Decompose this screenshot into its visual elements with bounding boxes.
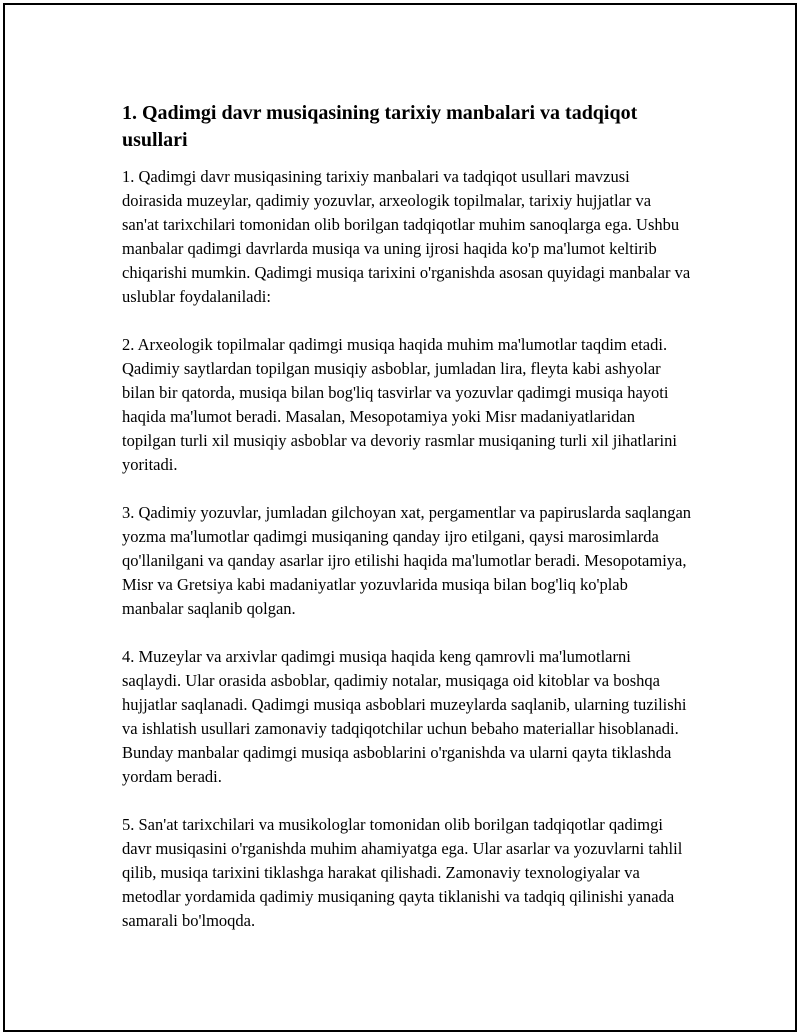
paragraph-1: 1. Qadimgi davr musiqasining tarixiy manbalari va tadqiqot usullari mavzusi doirasida muzeylar, qadimiy yozuvlar, arxeologik topilmalar, tarixiy hujjatlar va san'at tarixchilari tomonidan olib borilgan tadqiqotlar muhim sanoqlarga ega. Ushbu manbalar qadimgi davrlarda musiqa va uning ijrosi haqida ko'p ma'lumot keltirib chiqarishi mumkin. Qadimgi musiqa tarixini o'rganishda asosan quyidagi manbalar va uslublar foydalaniladi: <box>122 167 691 306</box>
document-title: 1. Qadimgi davr musiqasining tarixiy manbalari va tadqiqot usullari <box>122 102 638 151</box>
paragraph-3: 3. Qadimiy yozuvlar, jumladan gilchoyan xat, pergamentlar va papiruslarda saqlangan yozma ma'lumotlar qadimgi musiqaning qanday ijro etilgani, qaysi marosimlarda qo'llanilgani va qanday asarlar ijro etilishi haqida ma'lumotlar beradi. Mesopotamiya, Misr va Gretsiya kabi madaniyatlar yozuvlarida musiqa bilan bog'liq ko'plab manbalar saqlanib qolgan. <box>122 503 692 618</box>
document-body <box>122 100 692 957</box>
paragraph-2: 2. Arxeologik topilmalar qadimgi musiqa haqida muhim ma'lumotlar taqdim etadi. Qadimiy saytlardan topilgan musiqiy asboblar, jumladan lira, fleyta kabi ashyolar bilan bir qatorda, musiqa bilan bog'liq tasvirlar va yozuvlar qadimgi musiqa hayoti haqida ma'lumot beradi. Masalan, Mesopotamiya yoki Misr madaniyatlaridan topilgan turli xil musiqiy asboblar va devoriy rasmlar musiqaning turli xil jihatlarini yoritadi. <box>122 335 677 474</box>
paragraph-4: 4. Muzeylar va arxivlar qadimgi musiqa haqida keng qamrovli ma'lumotlarni saqlaydi. Ular orasida asboblar, qadimiy notalar, musiqaga oid kitoblar va boshqa hujjatlar saqlanadi. Qadimgi musiqa asboblari muzeylarda saqlanib, ularning tuzilishi va ishlatish usullari zamonaviy tadqiqotchilar uchun bebaho materiallar hisoblanadi. Bunday manbalar qadimgi musiqa asboblarini o'rganishda va ularni qayta tiklashda yordam beradi. <box>122 647 687 786</box>
paragraph-5: 5. San'at tarixchilari va musikologlar tomonidan olib borilgan tadqiqotlar qadimgi davr musiqasini o'rganishda muhim ahamiyatga ega. Ular asarlar va yozuvlarni tahlil qilib, musiqa tarixini tiklashga harakat qilishadi. Zamonaviy texnologiyalar va metodlar yordamida qadimiy musiqaning qayta tiklanishi va tadqiq qilinishi yanada samarali bo'lmoqda. <box>122 815 683 930</box>
page-frame <box>3 3 797 1032</box>
